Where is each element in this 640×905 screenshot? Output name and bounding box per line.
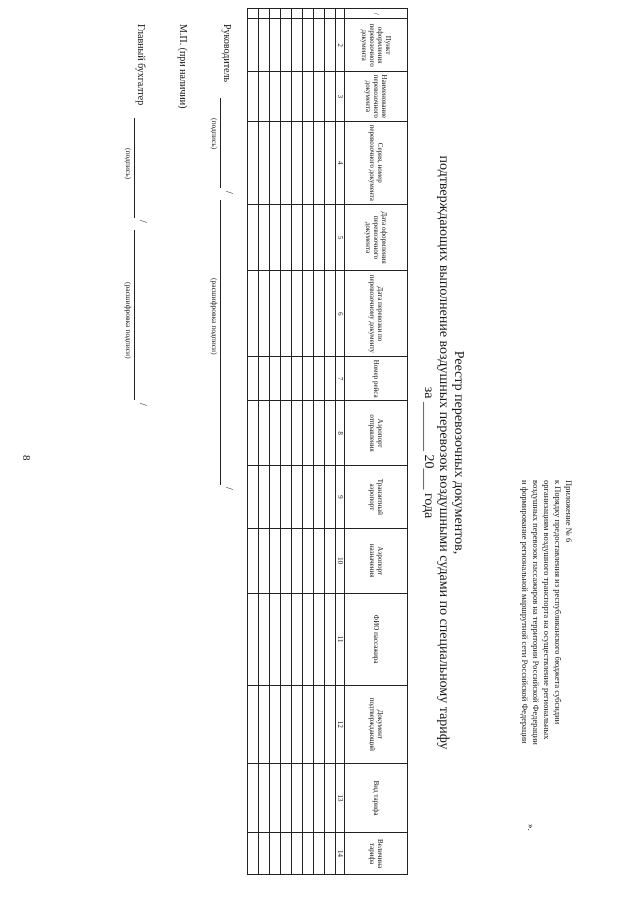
- column-header: Наименование перевозочного документа: [345, 71, 408, 121]
- table-cell[interactable]: [314, 593, 325, 685]
- table-cell[interactable]: [270, 204, 281, 271]
- table-cell[interactable]: [259, 204, 270, 271]
- table-cell[interactable]: [314, 833, 325, 875]
- appendix-line: воздушных перевозок пассажиров на территории Российской Федерации: [531, 480, 541, 745]
- table-cell[interactable]: [281, 764, 292, 833]
- table-cell[interactable]: [303, 19, 314, 71]
- appendix-line: к Порядку предоставления из республиканского бюджета субсидии: [553, 480, 563, 725]
- document-title: [421, 0, 466, 905]
- slash-separator: /: [137, 403, 148, 406]
- head-sign-caption: (подпись): [210, 118, 219, 150]
- table-cell[interactable]: [270, 593, 281, 685]
- title-line-2: подтверждающих выполнение воздушных перевозок воздушными судами по специальному тарифу: [436, 155, 451, 750]
- table-cell[interactable]: [259, 9, 270, 19]
- table-row: [325, 9, 336, 875]
- table-cell[interactable]: [248, 593, 259, 685]
- table-cell[interactable]: [248, 204, 259, 271]
- appendix-note: [519, 480, 574, 840]
- table-cell[interactable]: [248, 764, 259, 833]
- table-cell[interactable]: [248, 71, 259, 121]
- table-cell[interactable]: [292, 9, 303, 19]
- table-cell[interactable]: [248, 833, 259, 875]
- slash-separator: /: [223, 191, 234, 194]
- table-cell[interactable]: [270, 271, 281, 357]
- table-cell[interactable]: [303, 764, 314, 833]
- table-cell[interactable]: [303, 833, 314, 875]
- table-cell[interactable]: [303, 9, 314, 19]
- table-body: [248, 9, 345, 875]
- table-cell[interactable]: [292, 593, 303, 685]
- table-cell[interactable]: [259, 528, 270, 593]
- table-cell[interactable]: [281, 19, 292, 71]
- column-number: 9: [336, 465, 345, 528]
- table-cell[interactable]: [325, 204, 336, 271]
- column-number: 11: [336, 593, 345, 685]
- column-number: 8: [336, 401, 345, 466]
- table-cell[interactable]: [314, 357, 325, 401]
- table-cell[interactable]: [259, 401, 270, 466]
- table-cell[interactable]: [325, 19, 336, 71]
- column-header: Аэропорт отправления: [345, 401, 408, 466]
- table-cell[interactable]: [281, 121, 292, 204]
- table-cell[interactable]: [270, 71, 281, 121]
- table-cell[interactable]: [259, 357, 270, 401]
- chief-decode-caption: (расшифровка подписи): [124, 282, 133, 359]
- chief-accountant-label: Главный бухгалтер: [135, 24, 146, 106]
- column-header: Вид тарифа: [345, 764, 408, 833]
- appendix-line: и формирование региональной маршрутной сети Российской Федерации: [520, 480, 530, 744]
- table-cell[interactable]: [314, 9, 325, 19]
- head-signature-line[interactable]: [220, 98, 221, 188]
- table-cell[interactable]: [314, 204, 325, 271]
- chief-signature-line[interactable]: [134, 118, 135, 218]
- table-cell[interactable]: [292, 465, 303, 528]
- table-cell[interactable]: [314, 271, 325, 357]
- table-cell[interactable]: [292, 401, 303, 466]
- table-cell[interactable]: [259, 833, 270, 875]
- table-cell[interactable]: [270, 121, 281, 204]
- table-cell[interactable]: [292, 685, 303, 763]
- table-cell[interactable]: [292, 271, 303, 357]
- column-number: 7: [336, 357, 345, 401]
- table-cell[interactable]: [281, 71, 292, 121]
- table-cell[interactable]: [248, 465, 259, 528]
- table-cell[interactable]: [314, 528, 325, 593]
- table-cell[interactable]: [281, 465, 292, 528]
- column-number: 10: [336, 528, 345, 593]
- table-cell[interactable]: [270, 465, 281, 528]
- column-header: Пункт оформления перевозочного документа: [345, 19, 408, 71]
- table-cell[interactable]: [248, 121, 259, 204]
- table-cell[interactable]: [248, 9, 259, 19]
- table-row: [292, 9, 303, 875]
- table-cell[interactable]: [248, 685, 259, 763]
- table-cell[interactable]: [281, 357, 292, 401]
- table-cell[interactable]: [270, 528, 281, 593]
- table-cell[interactable]: [303, 271, 314, 357]
- table-row: [303, 9, 314, 875]
- head-decode-line[interactable]: [220, 200, 221, 485]
- column-number: [336, 9, 345, 19]
- table-cell[interactable]: [248, 401, 259, 466]
- table-cell[interactable]: [314, 401, 325, 466]
- column-number: 13: [336, 764, 345, 833]
- table-cell[interactable]: [325, 764, 336, 833]
- table-cell[interactable]: [248, 271, 259, 357]
- table-cell[interactable]: [281, 204, 292, 271]
- table-cell[interactable]: [325, 685, 336, 763]
- appendix-line: организациям воздушного транспорта на осуществление региональных: [542, 480, 552, 740]
- table-cell[interactable]: [270, 19, 281, 71]
- table-cell[interactable]: [303, 204, 314, 271]
- column-number: 12: [336, 685, 345, 763]
- table-cell[interactable]: [325, 357, 336, 401]
- table-cell[interactable]: [281, 9, 292, 19]
- table-cell[interactable]: [281, 833, 292, 875]
- table-cell[interactable]: [325, 593, 336, 685]
- table-cell[interactable]: [270, 9, 281, 19]
- page-number: 8: [20, 455, 32, 461]
- table-cell[interactable]: [292, 121, 303, 204]
- register-table: [247, 8, 408, 875]
- table-cell[interactable]: [281, 528, 292, 593]
- table-cell[interactable]: [325, 465, 336, 528]
- table-cell[interactable]: [303, 121, 314, 204]
- table-cell[interactable]: [292, 833, 303, 875]
- table-cell[interactable]: [259, 271, 270, 357]
- table-row: [248, 9, 259, 875]
- table-cell[interactable]: [303, 71, 314, 121]
- table-cell[interactable]: [314, 71, 325, 121]
- table-cell[interactable]: [325, 121, 336, 204]
- table-cell[interactable]: [292, 71, 303, 121]
- column-header: Аэропорт назначения: [345, 528, 408, 593]
- table-cell[interactable]: [281, 593, 292, 685]
- table-cell[interactable]: [270, 357, 281, 401]
- column-number: 2: [336, 19, 345, 71]
- column-header: Транзитный аэропорт: [345, 465, 408, 528]
- table-cell[interactable]: [259, 71, 270, 121]
- column-number: 6: [336, 271, 345, 357]
- table-row: [259, 9, 270, 875]
- title-line-3: за _______ 20___ года: [421, 386, 436, 519]
- table-cell[interactable]: [325, 271, 336, 357]
- head-label: Руководитель: [221, 24, 232, 83]
- column-header: /: [345, 9, 408, 19]
- column-number: 3: [336, 71, 345, 121]
- table-cell[interactable]: [281, 271, 292, 357]
- table-cell[interactable]: [325, 528, 336, 593]
- table-cell[interactable]: [270, 401, 281, 466]
- table-cell[interactable]: [303, 528, 314, 593]
- table-cell[interactable]: [303, 685, 314, 763]
- column-header: Документ подтверждающий: [345, 685, 408, 763]
- column-header: ФИО пассажира: [345, 593, 408, 685]
- chief-decode-line[interactable]: [134, 230, 135, 400]
- table-cell[interactable]: [270, 764, 281, 833]
- table-cell[interactable]: [325, 401, 336, 466]
- table-cell[interactable]: [259, 121, 270, 204]
- table-cell[interactable]: [248, 357, 259, 401]
- header-row: [345, 9, 408, 875]
- chief-sign-caption: (подпись): [124, 148, 133, 180]
- table-cell[interactable]: [292, 19, 303, 71]
- table-cell[interactable]: [314, 19, 325, 71]
- table-cell[interactable]: [259, 764, 270, 833]
- table-cell[interactable]: [292, 528, 303, 593]
- table-cell[interactable]: [325, 71, 336, 121]
- table-row: [314, 9, 325, 875]
- table-cell[interactable]: [314, 121, 325, 204]
- column-header: Серия, номер перевозочного документа: [345, 121, 408, 204]
- closing-quote: ».: [526, 824, 536, 831]
- table-cell[interactable]: [248, 528, 259, 593]
- table-cell[interactable]: [259, 593, 270, 685]
- head-decode-caption: (расшифровка подписи): [210, 278, 219, 355]
- table-cell[interactable]: [281, 685, 292, 763]
- column-number: 14: [336, 833, 345, 875]
- column-header: Величина тарифа: [345, 833, 408, 875]
- table-cell[interactable]: [314, 465, 325, 528]
- column-header: Номер рейса: [345, 357, 408, 401]
- column-number-row: [336, 9, 345, 875]
- table-cell[interactable]: [303, 357, 314, 401]
- table-cell[interactable]: [325, 9, 336, 19]
- table-cell[interactable]: [325, 833, 336, 875]
- table-cell[interactable]: [292, 357, 303, 401]
- table-row: [281, 9, 292, 875]
- table-cell[interactable]: [314, 764, 325, 833]
- slash-separator: /: [137, 220, 148, 223]
- table-cell[interactable]: [303, 465, 314, 528]
- column-number: 4: [336, 121, 345, 204]
- table-row: [270, 9, 281, 875]
- table-cell[interactable]: [270, 685, 281, 763]
- table-cell[interactable]: [259, 19, 270, 71]
- table-cell[interactable]: [314, 685, 325, 763]
- table-cell[interactable]: [303, 593, 314, 685]
- column-number: 5: [336, 204, 345, 271]
- table-cell[interactable]: [259, 685, 270, 763]
- column-header: Дата перевозки по перевозочному документу: [345, 271, 408, 357]
- table-cell[interactable]: [303, 401, 314, 466]
- slash-separator: /: [223, 487, 234, 490]
- table-cell[interactable]: [292, 764, 303, 833]
- table-cell[interactable]: [292, 204, 303, 271]
- appendix-line: Приложение № 6: [564, 480, 574, 543]
- table-cell[interactable]: [259, 465, 270, 528]
- table-cell[interactable]: [281, 401, 292, 466]
- table-cell[interactable]: [270, 833, 281, 875]
- column-header: Дата оформления перевозочного документа: [345, 204, 408, 271]
- table-cell[interactable]: [248, 19, 259, 71]
- stamp-label: М.П. (при наличии): [177, 24, 188, 109]
- title-line-1: Реестр перевозочных документов,: [451, 350, 466, 555]
